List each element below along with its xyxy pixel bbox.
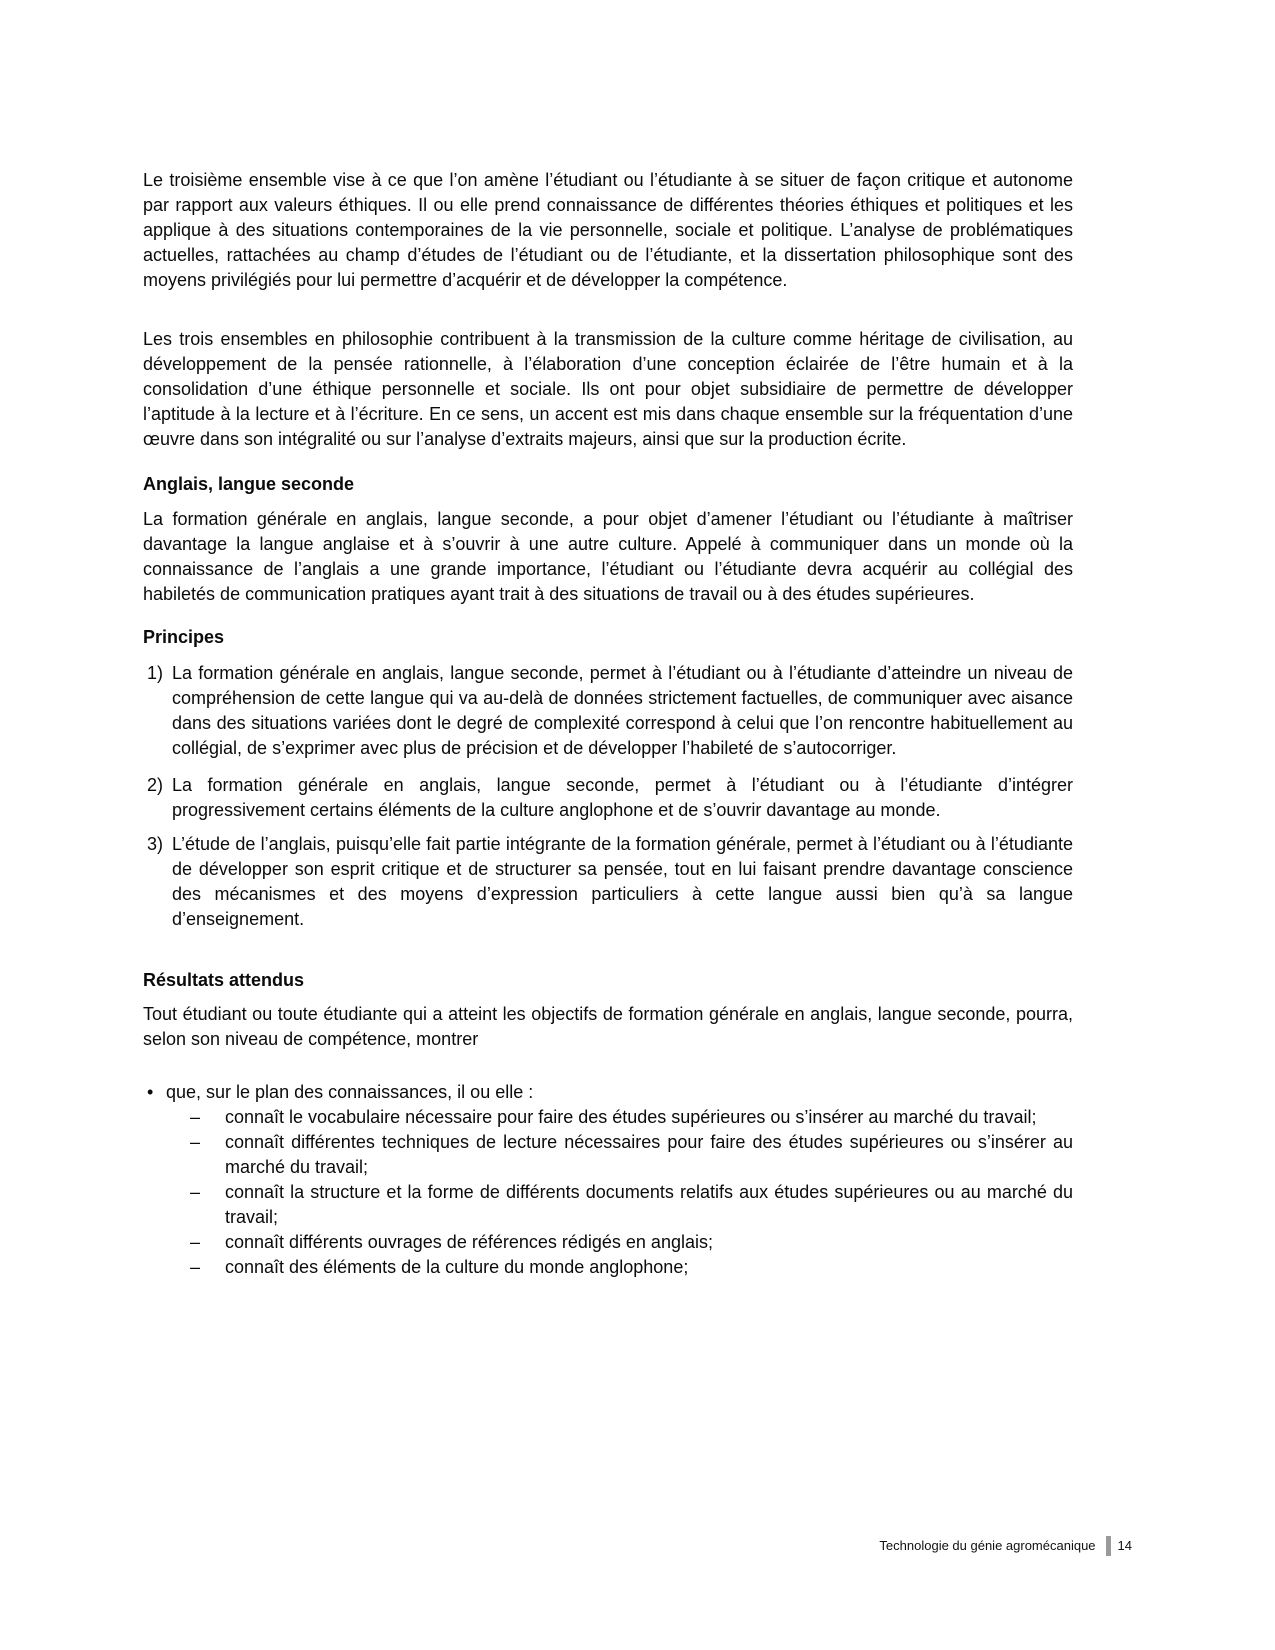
principle-text: La formation générale en anglais, langue seconde, permet à l’étudiant ou à l’étudiante d’atteindre un niveau de compréhension de cette langue qui va au-delà de données strictement factuelles, de communiquer avec aisance dans des situations variées dont le degré de complexité correspond à celui que l’on rencontre habituellement au collégial, de s’exprimer avec plus de précision et de développer l’habileté de s’autocorriger. bbox=[172, 663, 1073, 758]
heading-anglais-langue-seconde: Anglais, langue seconde bbox=[143, 474, 355, 494]
heading-resultats-attendus: Résultats attendus bbox=[143, 970, 305, 990]
dash-icon: – bbox=[190, 1107, 201, 1127]
bullet-icon: • bbox=[147, 1082, 154, 1102]
dash-icon: – bbox=[190, 1257, 201, 1277]
bullet-item-text: que, sur le plan des connaissances, il ou elle : bbox=[166, 1082, 534, 1102]
dash-item-text: connaît le vocabulaire nécessaire pour faire des études supérieures ou s’insérer au marché du travail; bbox=[225, 1107, 1037, 1127]
principle-item-3 bbox=[143, 832, 1073, 932]
dash-item-text: connaît différentes techniques de lecture nécessaires pour faire des études supérieures ou s’insérer au marché du travail; bbox=[225, 1132, 1073, 1177]
footer-divider-bar bbox=[1106, 1536, 1111, 1556]
dash-item-techniques-lecture bbox=[190, 1130, 1073, 1180]
principle-item-1 bbox=[143, 661, 1073, 761]
bullet-item-connaissances bbox=[143, 1080, 1073, 1105]
dash-item-text: connaît différents ouvrages de références rédigés en anglais; bbox=[225, 1232, 713, 1252]
page-content bbox=[143, 0, 1073, 1280]
principle-number: 3) bbox=[147, 834, 164, 854]
dash-item-vocabulaire bbox=[190, 1105, 1073, 1130]
dash-icon: – bbox=[190, 1182, 201, 1202]
dash-item-text: connaît la structure et la forme de différents documents relatifs aux études supérieures ou au marché du travail; bbox=[225, 1182, 1073, 1227]
principle-number: 2) bbox=[147, 775, 164, 795]
principle-item-2 bbox=[143, 773, 1073, 823]
paragraph-resultats-intro: Tout étudiant ou toute étudiante qui a atteint les objectifs de formation générale en anglais, langue seconde, pourra, selon son niveau de compétence, montrer bbox=[143, 1004, 1073, 1049]
principle-number: 1) bbox=[147, 663, 164, 683]
paragraph-philosophy-third-set: Le troisième ensemble vise à ce que l’on amène l’étudiant ou l’étudiante à se situer de façon critique et autonome par rapport aux valeurs éthiques. Il ou elle prend connaissance de différentes théories éthiques et politiques et les applique à des situations contemporaines de la vie personnelle, sociale et politique. L’analyse de problématiques actuelles, rattachées au champ d’études de l’étudiant ou de l’étudiante, et la dissertation philosophique sont des moyens privilégiés pour lui permettre d’acquérir et de développer la compétence. bbox=[143, 170, 1073, 290]
dash-item-structure-forme bbox=[190, 1180, 1073, 1230]
paragraph-philosophy-summary: Les trois ensembles en philosophie contribuent à la transmission de la culture comme héritage de civilisation, au développement de la pensée rationnelle, à l’élaboration d’une conception éclairée de l’être humain et à la consolidation d’une éthique personnelle et sociale. Ils ont pour objet subsidiaire de permettre de développer l’aptitude à la lecture et à l’écriture. En ce sens, un accent est mis dans chaque ensemble sur la fréquentation d’une œuvre dans son intégralité ou sur l’analyse d’extraits majeurs, ainsi que sur la production écrite. bbox=[143, 329, 1073, 449]
knowledge-list bbox=[143, 1080, 1073, 1280]
principle-text: L’étude de l’anglais, puisqu’elle fait partie intégrante de la formation générale, permet à l’étudiant ou à l’étudiante de développer son esprit critique et de structurer sa pensée, tout en lui faisant prendre davantage conscience des mécanismes et des moyens d’expression particuliers à cette langue aussi bien qu’à sa langue d’enseignement. bbox=[172, 834, 1073, 929]
dash-item-ouvrages-references bbox=[190, 1230, 1073, 1255]
page-footer bbox=[879, 1536, 1132, 1556]
dash-icon: – bbox=[190, 1232, 201, 1252]
footer-program-label: Technologie du génie agromécanique bbox=[879, 1538, 1096, 1553]
footer-page-number: 14 bbox=[1117, 1538, 1132, 1553]
dash-icon: – bbox=[190, 1132, 201, 1152]
principle-text: La formation générale en anglais, langue seconde, permet à l’étudiant ou à l’étudiante d’intégrer progressivement certains éléments de la culture anglophone et de s’ouvrir davantage au monde. bbox=[172, 775, 1073, 820]
dash-item-text: connaît des éléments de la culture du monde anglophone; bbox=[225, 1257, 689, 1277]
paragraph-anglais-intro: La formation générale en anglais, langue seconde, a pour objet d’amener l’étudiant ou l’étudiante à maîtriser davantage la langue anglaise et à s’ouvrir à une autre culture. Appelé à communiquer dans un monde où la connaissance de l’anglais a une grande importance, l’étudiant ou l’étudiante devra acquérir au collégial des habiletés de communication pratiques ayant trait à des situations de travail ou à des études supérieures. bbox=[143, 509, 1073, 604]
dash-item-culture-anglophone bbox=[190, 1255, 1073, 1280]
heading-principes: Principes bbox=[143, 627, 225, 647]
